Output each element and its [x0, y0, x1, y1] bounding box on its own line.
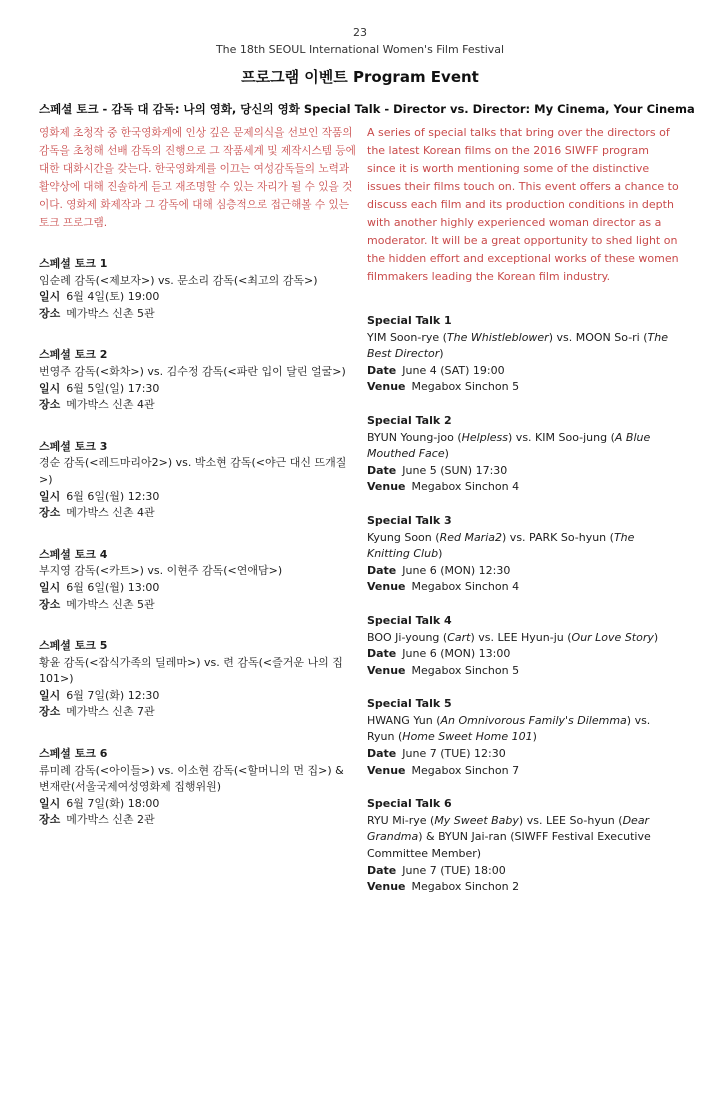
- venue-label: Venue: [367, 480, 406, 494]
- date-value: 6월 7일(화) 12:30: [66, 688, 160, 702]
- date-label: Date: [367, 647, 397, 661]
- talk-date: [367, 563, 679, 580]
- venue-label: 장소: [39, 398, 61, 412]
- talk-title: Special Talk 1: [367, 314, 452, 327]
- venue-label: 장소: [39, 813, 61, 827]
- venue-value: Megabox Sinchon 7: [411, 763, 520, 777]
- date-value: June 6 (MON) 12:30: [402, 563, 511, 577]
- english-talk-2: [367, 413, 679, 496]
- talk-title: Special Talk 4: [367, 613, 452, 627]
- date-label: 일시: [39, 489, 61, 503]
- date-label: Date: [367, 563, 397, 577]
- talk-description: 황윤 감독(<잡식가족의 딜레마>) vs. 련 감독(<즐거운 나의 집 101>): [39, 655, 343, 686]
- talk-date: [39, 580, 357, 597]
- english-talk-3: [367, 513, 679, 596]
- date-value: June 5 (SUN) 17:30: [402, 463, 508, 477]
- venue-label: Venue: [367, 580, 406, 594]
- talk-venue: [39, 306, 357, 323]
- date-value: June 7 (TUE) 18:00: [402, 863, 506, 877]
- venue-value: Megabox Sinchon 4: [411, 480, 520, 494]
- talk-date: [367, 646, 679, 663]
- date-label: 일시: [39, 290, 61, 304]
- talk-title: 스페셜 토크 2: [39, 348, 108, 362]
- talk-description: Kyung Soon (Red Maria2) vs. PARK So-hyun (The Knitting Club): [367, 530, 635, 561]
- venue-value: 메가박스 신촌 5관: [66, 597, 155, 611]
- date-value: June 7 (TUE) 12:30: [402, 747, 506, 761]
- venue-label: Venue: [367, 763, 406, 777]
- talk-title: Special Talk 5: [367, 697, 452, 711]
- venue-value: 메가박스 신촌 7관: [66, 705, 155, 719]
- film-title: Home Sweet Home 101: [402, 730, 533, 744]
- page-number: 23: [353, 26, 367, 39]
- date-label: Date: [367, 463, 397, 477]
- film-title: The Best Director: [367, 330, 668, 361]
- talk-venue: [367, 763, 679, 780]
- talk-title: Special Talk 3: [367, 513, 452, 527]
- film-title: Helpless: [461, 430, 509, 444]
- talk-venue: [367, 479, 679, 496]
- venue-label: 장소: [39, 306, 61, 320]
- talk-venue: [39, 505, 357, 522]
- date-label: Date: [367, 863, 397, 877]
- talk-description: 번영주 감독(<화차>) vs. 김수정 감독(<파란 입이 달린 얼굴>): [39, 364, 346, 378]
- talk-description: RYU Mi-rye (My Sweet Baby) vs. LEE So-hyun (Dear Grandma) & BYUN Jai-ran (SIWFF Festival Executive Committee Member): [367, 813, 651, 861]
- film-title: Red Maria2: [439, 530, 503, 544]
- korean-talk-5: [39, 638, 357, 721]
- venue-label: 장소: [39, 597, 61, 611]
- talk-description: 임순례 감독(<제보자>) vs. 문소리 감독(<최고의 감독>): [39, 273, 318, 287]
- korean-talk-4: [39, 547, 357, 613]
- talk-title: 스페셜 토크 6: [39, 747, 108, 761]
- venue-label: 장소: [39, 506, 61, 520]
- talk-title: 스페셜 토크 4: [39, 547, 108, 561]
- talk-date: [39, 688, 357, 705]
- date-label: Date: [367, 363, 397, 377]
- korean-talk-1: [39, 256, 357, 322]
- talk-title: 스페셜 토크 5: [39, 639, 108, 653]
- date-label: Date: [367, 747, 397, 761]
- talk-date: [39, 489, 357, 506]
- talk-venue: [367, 879, 679, 896]
- date-value: 6월 7일(화) 18:00: [66, 796, 160, 810]
- talk-venue: [367, 579, 679, 596]
- talk-title: 스페셜 토크 1: [39, 257, 108, 270]
- talk-venue: [367, 663, 679, 680]
- talk-title: 스페셜 토크 3: [39, 439, 108, 453]
- talk-venue: [39, 597, 357, 614]
- venue-value: 메가박스 신촌 4관: [66, 398, 155, 412]
- date-value: June 4 (SAT) 19:00: [402, 363, 505, 377]
- korean-talk-6: [39, 746, 357, 829]
- korean-intro: 영화제 초청작 중 한국영화계에 인상 깊은 문제의식을 선보인 작품의 감독을 초청해 선배 감독의 진행으로 그 작품세계 및 제작시스템 등에 대한 대화시간을 갖는다. 한국영화계를 이끄는 여성감독들의 노력과 활약상에 대해 진솔하게 듣고 재조명할 수 있는 자리가 될 수 있을 것이다. 영화제 화제작과 그 감독에 대해 심층적으로 접근해볼 수 있는 토크 프로그램.: [39, 127, 356, 229]
- date-label: 일시: [39, 796, 61, 810]
- venue-label: Venue: [367, 880, 406, 894]
- english-talk-4: [367, 613, 679, 679]
- venue-value: Megabox Sinchon 5: [411, 380, 520, 394]
- korean-talk-2: [39, 347, 357, 413]
- film-title: Dear Grandma: [367, 813, 650, 844]
- talk-date: [39, 289, 357, 306]
- venue-value: 메가박스 신촌 5관: [66, 306, 155, 320]
- date-label: 일시: [39, 381, 61, 395]
- talk-venue: [39, 704, 357, 721]
- date-value: 6월 4일(토) 19:00: [66, 290, 160, 304]
- talk-description: BYUN Young-joo (Helpless) vs. KIM Soo-jung (A Blue Mouthed Face): [367, 430, 651, 461]
- date-value: June 6 (MON) 13:00: [402, 647, 511, 661]
- venue-value: Megabox Sinchon 5: [411, 663, 520, 677]
- date-value: 6월 5일(일) 17:30: [66, 381, 160, 395]
- talk-description: BOO Ji-young (Cart) vs. LEE Hyun-ju (Our Love Story): [367, 630, 659, 644]
- talk-venue: [39, 812, 357, 829]
- film-title: An Omnivorous Family's Dilemma: [440, 713, 627, 727]
- talk-venue: [367, 379, 679, 396]
- english-intro: A series of special talks that bring over the directors of the latest Korean films on the 2016 SIWFF program since it is worth mentioning some of the distinctive issues their films touch on. This event offers a chance to discuss each film and its production conditions in depth with another highly experienced woman director as a moderator. It will be a great opportunity to shed light on the hidden effort and exceptional works of these women filmmakers leading the Korean film industry.: [367, 126, 679, 283]
- talk-venue: [39, 397, 357, 414]
- page-title: 프로그램 이벤트 Program Event: [241, 68, 479, 86]
- english-column: [367, 124, 679, 896]
- venue-label: Venue: [367, 380, 406, 394]
- talk-description: YIM Soon-rye (The Whistleblower) vs. MOON So-ri (The Best Director): [367, 330, 668, 361]
- film-title: A Blue Mouthed Face: [367, 430, 651, 461]
- talk-date: [39, 381, 357, 398]
- film-title: My Sweet Baby: [434, 813, 519, 827]
- talk-date: [367, 463, 679, 480]
- talk-date: [367, 863, 679, 880]
- film-title: The Knitting Club: [367, 530, 635, 561]
- venue-value: 메가박스 신촌 4관: [66, 506, 155, 520]
- talk-description: HWANG Yun (An Omnivorous Family's Dilemma) vs. Ryun (Home Sweet Home 101): [367, 713, 651, 744]
- venue-value: Megabox Sinchon 2: [411, 880, 520, 894]
- film-title: The Whistleblower: [446, 330, 549, 344]
- talk-date: [367, 746, 679, 763]
- date-label: 일시: [39, 580, 61, 594]
- korean-talk-3: [39, 439, 357, 522]
- english-talk-5: [367, 696, 679, 779]
- venue-label: Venue: [367, 663, 406, 677]
- korean-column: [39, 124, 357, 829]
- venue-value: 메가박스 신촌 2관: [66, 813, 155, 827]
- film-title: Our Love Story: [571, 630, 654, 644]
- talk-description: 류미례 감독(<아이들>) vs. 이소현 감독(<할머니의 먼 집>) & 변재란(서울국제여성영화제 집행위원): [39, 763, 344, 794]
- date-value: 6월 6일(월) 12:30: [66, 489, 160, 503]
- english-talk-6: [367, 796, 679, 896]
- venue-value: Megabox Sinchon 4: [411, 580, 520, 594]
- talk-title: Special Talk 2: [367, 413, 452, 427]
- venue-label: 장소: [39, 705, 61, 719]
- date-value: 6월 6일(월) 13:00: [66, 580, 160, 594]
- date-label: 일시: [39, 688, 61, 702]
- film-title: Cart: [447, 630, 471, 644]
- festival-name: The 18th SEOUL International Women's Film Festival: [215, 43, 505, 56]
- talk-title: Special Talk 6: [367, 797, 452, 811]
- talk-date: [39, 796, 357, 813]
- talk-description: 경순 감독(<레드마리아2>) vs. 박소현 감독(<야근 대신 뜨개질>): [39, 456, 347, 486]
- english-talk-1: [367, 313, 679, 396]
- talk-description: 부지영 감독(<카트>) vs. 이현주 감독(<연애담>): [39, 564, 283, 578]
- section-heading: 스페셜 토크 - 감독 대 감독: 나의 영화, 당신의 영화 Special Talk - Director vs. Director: My Cinema, Your Cinema: [39, 102, 695, 116]
- talk-date: [367, 363, 679, 380]
